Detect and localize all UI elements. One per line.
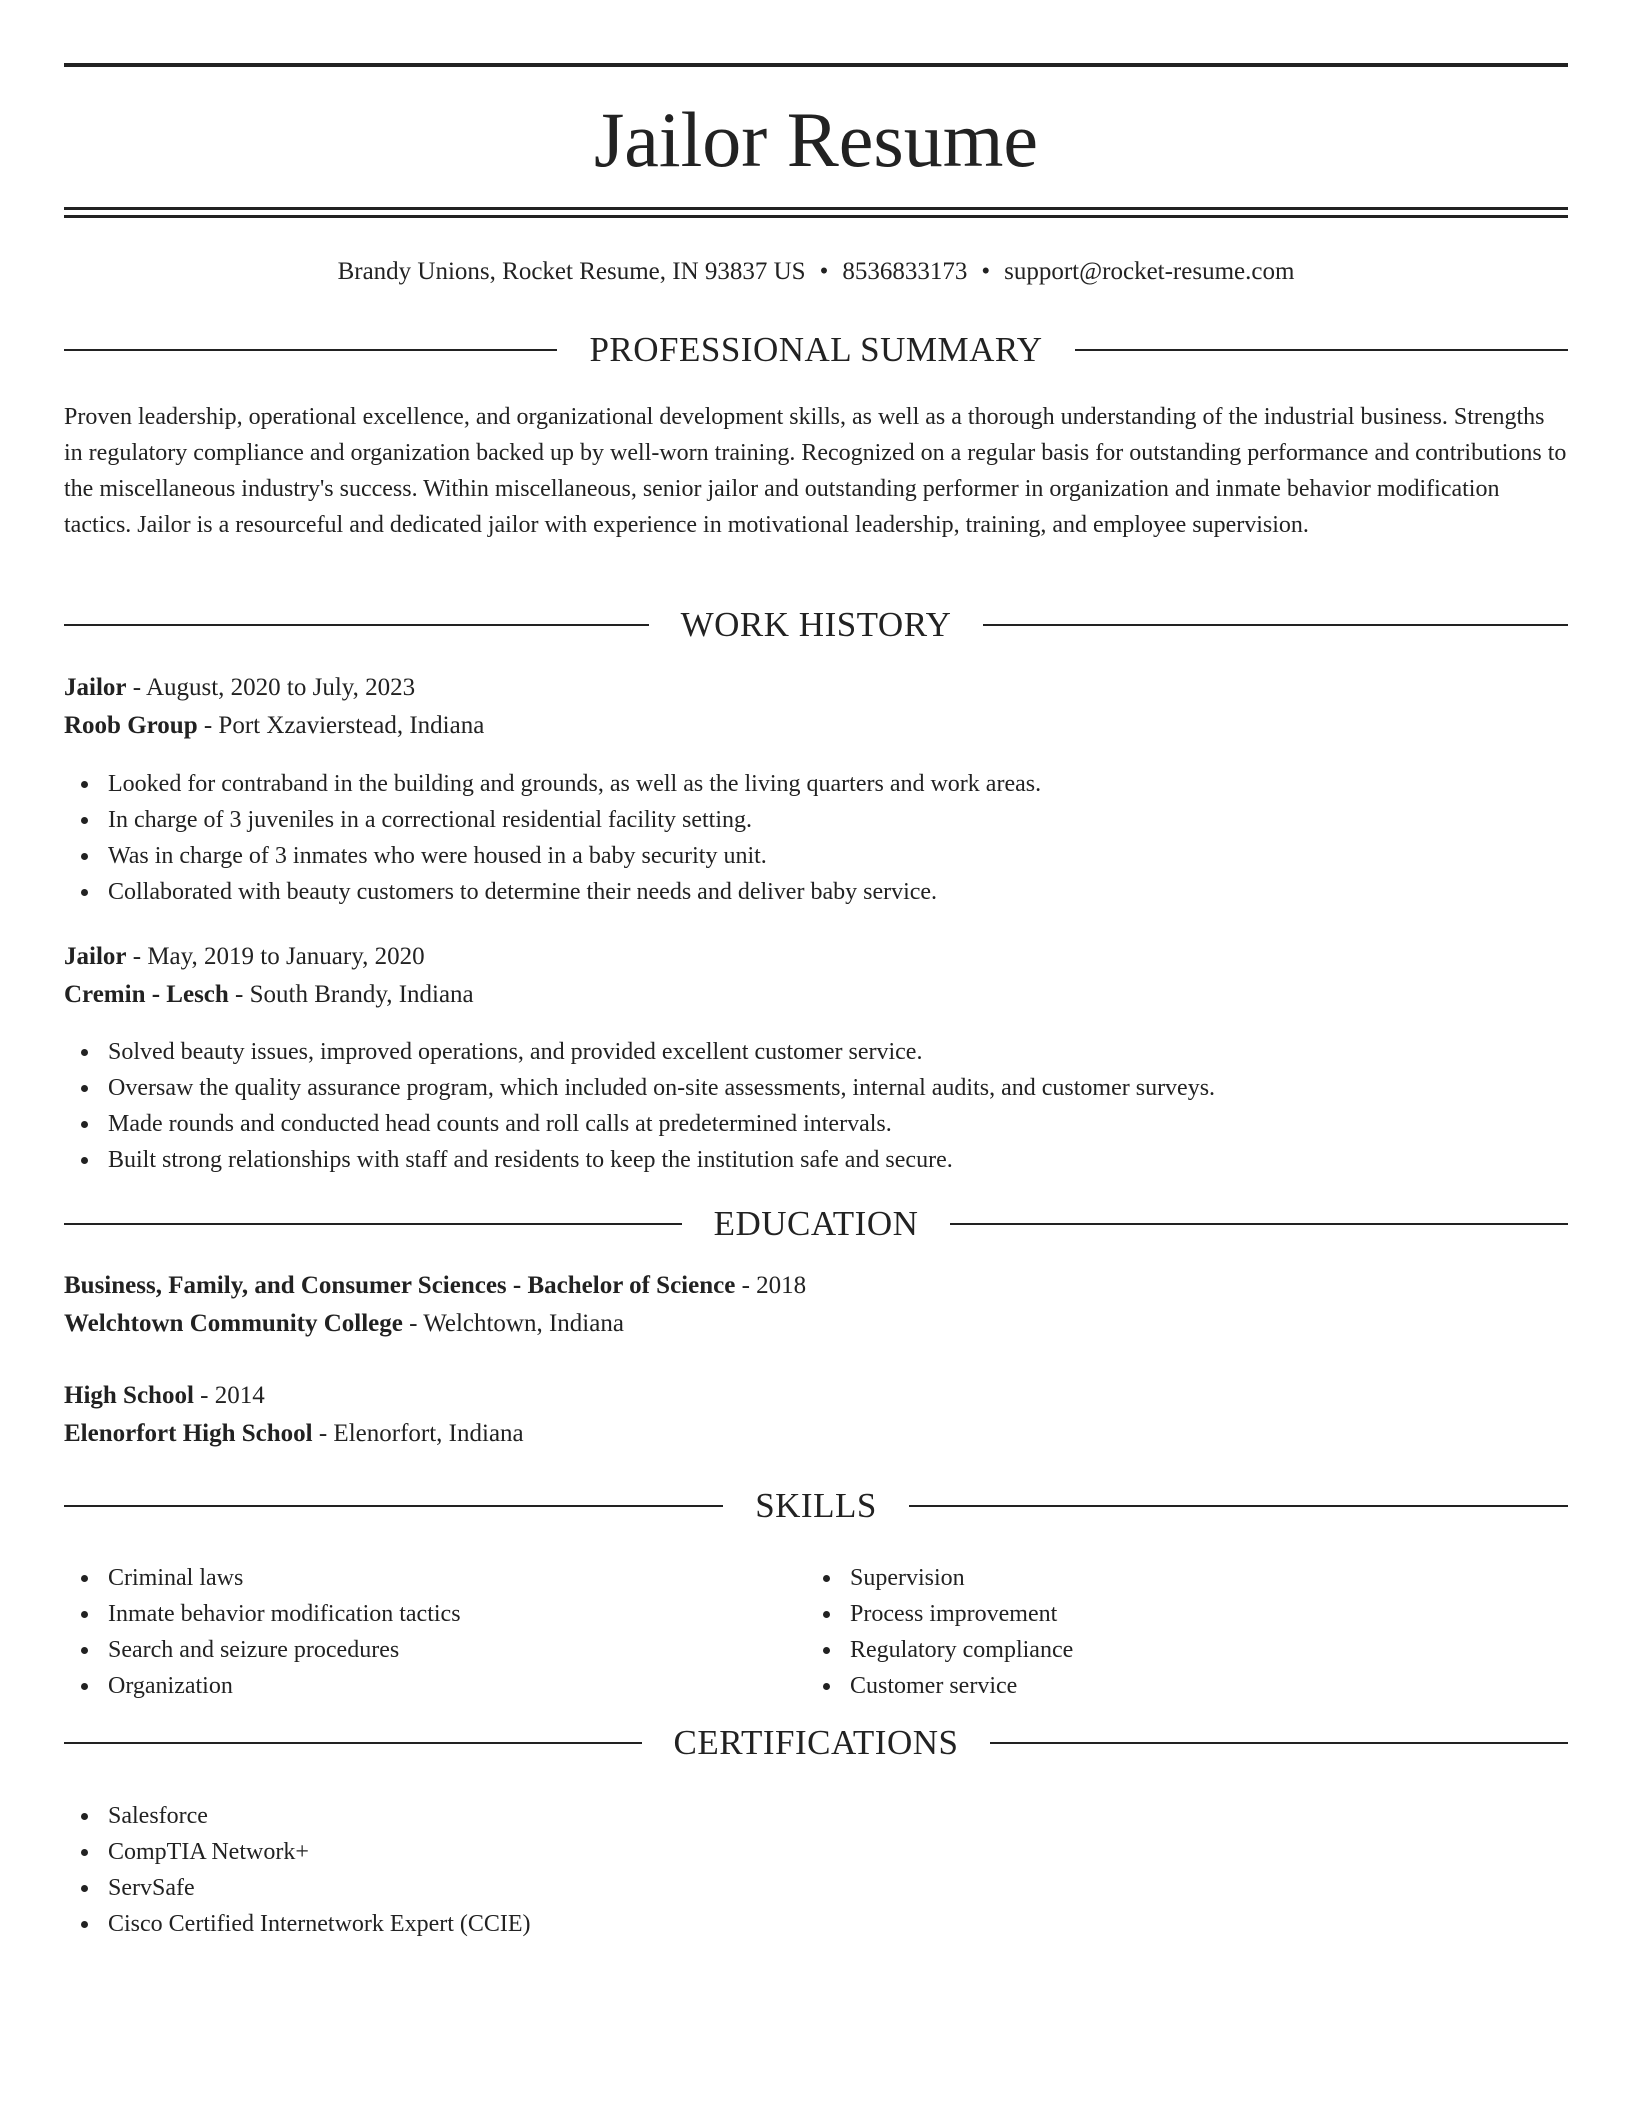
list-item: Built strong relationships with staff and residents to keep the institution safe and secure. — [64, 1142, 1215, 1178]
skill-item: Inmate behavior modification tactics — [64, 1596, 461, 1632]
certification-item: ServSafe — [64, 1870, 531, 1906]
job-title: Jailor — [64, 674, 127, 701]
education-degree: Business, Family, and Consumer Sciences - Bachelor of Science — [64, 1272, 736, 1299]
job-company-line — [64, 709, 484, 743]
list-item: In charge of 3 juveniles in a correctional residential facility setting. — [64, 802, 1041, 838]
contact-line — [64, 255, 1568, 289]
job-title: Jailor — [64, 943, 127, 970]
job-company-line — [64, 978, 474, 1012]
job-location: - Port Xzavierstead, Indiana — [197, 712, 485, 739]
certification-item: Cisco Certified Internetwork Expert (CCIE) — [64, 1906, 531, 1942]
education-degree-line — [64, 1379, 265, 1413]
section-title: SKILLS — [755, 1486, 877, 1525]
heading-rule-left — [64, 1223, 682, 1225]
contact-email: support@rocket-resume.com — [1004, 258, 1295, 285]
skill-item: Criminal laws — [64, 1560, 461, 1596]
section-title: PROFESSIONAL SUMMARY — [589, 330, 1043, 369]
skill-item: Supervision — [806, 1560, 1073, 1596]
job-location: - South Brandy, Indiana — [228, 981, 474, 1008]
job-dates: - May, 2019 to January, 2020 — [126, 943, 425, 970]
section-heading-certifications — [64, 1721, 1568, 1765]
list-item: Made rounds and conducted head counts and roll calls at predetermined intervals. — [64, 1106, 1215, 1142]
skill-item: Organization — [64, 1668, 461, 1704]
heading-rule-left — [64, 1505, 723, 1507]
heading-rule-right — [990, 1742, 1568, 1744]
section-title: CERTIFICATIONS — [673, 1723, 959, 1762]
education-school-line — [64, 1417, 524, 1451]
contact-address: Brandy Unions, Rocket Resume, IN 93837 US — [337, 258, 806, 285]
list-item: Was in charge of 3 inmates who were housed in a baby security unit. — [64, 838, 1041, 874]
skill-item: Process improvement — [806, 1596, 1073, 1632]
skill-item: Regulatory compliance — [806, 1632, 1073, 1668]
resume-title: Jailor Resume — [593, 96, 1039, 183]
certification-item: CompTIA Network+ — [64, 1834, 531, 1870]
heading-rule-right — [1075, 349, 1568, 351]
job-company: Roob Group — [64, 712, 198, 739]
heading-rule-left — [64, 349, 557, 351]
education-degree: High School — [64, 1382, 194, 1409]
education-school: Elenorfort High School — [64, 1420, 313, 1447]
education-location: - Welchtown, Indiana — [402, 1310, 624, 1337]
list-item: Collaborated with beauty customers to determine their needs and deliver baby service. — [64, 874, 1041, 910]
section-title: WORK HISTORY — [680, 605, 952, 644]
skill-item: Customer service — [806, 1668, 1073, 1704]
summary-text: Proven leadership, operational excellence, and organizational development skills, as well as a thorough understanding of the industrial business. Strengths in regulatory compliance and organization backed up by well-worn training. Recognized on a regular basis for outstanding performance and contributions to the miscellaneous industry's success. Within miscellaneous, senior jailor and outstanding performer in organization and inmate behavior modification tactics. Jailor is a resourceful and dedicated jailor with experience in motivational leadership, training, and employee supervision. — [64, 404, 1567, 538]
job-title-line — [64, 671, 415, 705]
contact-separator: • — [819, 258, 829, 285]
skill-item: Search and seizure procedures — [64, 1632, 461, 1668]
education-school-line — [64, 1307, 624, 1341]
job-company: Cremin - Lesch — [64, 981, 229, 1008]
top-divider — [64, 63, 1568, 67]
certification-item: Salesforce — [64, 1798, 531, 1834]
list-item: Looked for contraband in the building and grounds, as well as the living quarters and work areas. — [64, 766, 1041, 802]
job-bullets — [64, 766, 1041, 910]
section-heading-work-history — [64, 603, 1568, 647]
job-bullets — [64, 1034, 1215, 1178]
section-heading-education — [64, 1202, 1568, 1246]
skills-list-left — [64, 1560, 461, 1704]
contact-separator: • — [981, 258, 991, 285]
education-school: Welchtown Community College — [64, 1310, 403, 1337]
skills-list-right — [806, 1560, 1073, 1704]
heading-rule-left — [64, 624, 649, 626]
contact-phone: 8536833173 — [842, 258, 968, 285]
heading-rule-right — [950, 1223, 1568, 1225]
education-degree-line — [64, 1269, 806, 1303]
education-year: - 2014 — [193, 1382, 265, 1409]
job-dates: - August, 2020 to July, 2023 — [126, 674, 416, 701]
education-year: - 2018 — [735, 1272, 807, 1299]
list-item: Solved beauty issues, improved operations, and provided excellent customer service. — [64, 1034, 1215, 1070]
list-item: Oversaw the quality assurance program, which included on-site assessments, internal audits, and customer surveys. — [64, 1070, 1215, 1106]
title-double-divider — [64, 207, 1568, 218]
section-title: EDUCATION — [713, 1204, 919, 1243]
heading-rule-right — [909, 1505, 1568, 1507]
section-heading-summary — [64, 328, 1568, 372]
heading-rule-left — [64, 1742, 642, 1744]
education-location: - Elenorfort, Indiana — [312, 1420, 524, 1447]
heading-rule-right — [983, 624, 1568, 626]
certifications-list — [64, 1798, 531, 1942]
section-heading-skills — [64, 1484, 1568, 1528]
job-title-line — [64, 940, 425, 974]
